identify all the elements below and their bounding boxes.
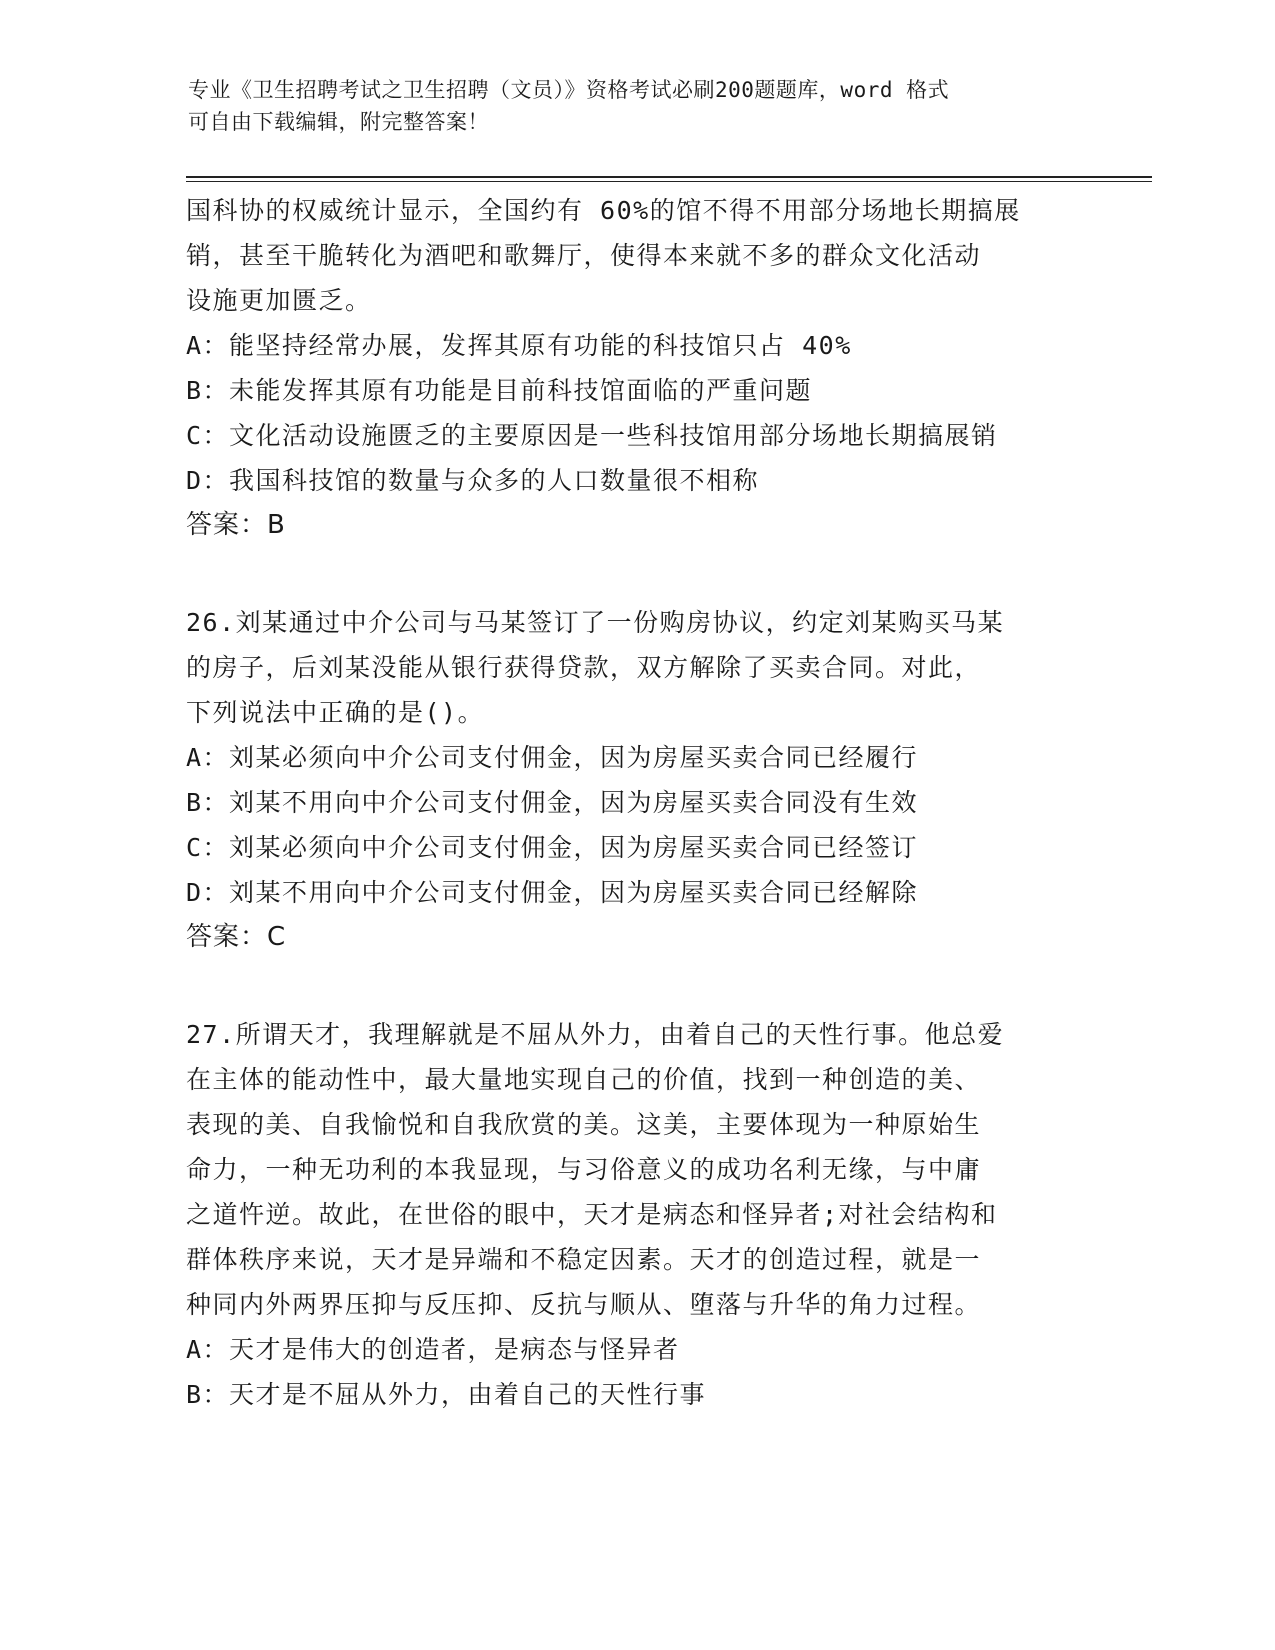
header-line-1: 专业《卫生招聘考试之卫生招聘（文员）》资格考试必刷200题题库，word 格式 — [188, 78, 950, 102]
question-26 — [186, 600, 1106, 960]
question-stem-line: 销，甚至干脆转化为酒吧和歌舞厅，使得本来就不多的群众文化活动 — [186, 241, 982, 270]
option-c: C：刘某必须向中介公司支付佣金，因为房屋买卖合同已经签订 — [186, 833, 919, 862]
question-stem-line: 表现的美、自我愉悦和自我欣赏的美。这美，主要体现为一种原始生 — [186, 1110, 982, 1139]
option-c: C：文化活动设施匮乏的主要原因是一些科技馆用部分场地长期搞展销 — [186, 421, 998, 450]
question-content — [186, 188, 1106, 1417]
option-b: B：未能发挥其原有功能是目前科技馆面临的严重问题 — [186, 376, 813, 405]
question-stem-line: 种同内外两界压抑与反压抑、反抗与顺从、堕落与升华的角力过程。 — [186, 1290, 982, 1319]
answer: 答案：C — [186, 922, 287, 952]
option-d: D：刘某不用向中介公司支付佣金，因为房屋买卖合同已经解除 — [186, 878, 919, 907]
option-b: B：天才是不屈从外力，由着自己的天性行事 — [186, 1380, 707, 1409]
question-stem-line: 国科协的权威统计显示，全国约有 60%的馆不得不用部分场地长期搞展 — [186, 196, 1021, 225]
question-stem-line: 命力，一种无功利的本我显现，与习俗意义的成功名利无缘，与中庸 — [186, 1155, 982, 1184]
option-a: A：能坚持经常办展，发挥其原有功能的科技馆只占 40% — [186, 331, 852, 360]
question-stem-line: 的房子，后刘某没能从银行获得贷款，双方解除了买卖合同。对此， — [186, 653, 982, 682]
option-b: B：刘某不用向中介公司支付佣金，因为房屋买卖合同没有生效 — [186, 788, 919, 817]
header-line-2: 可自由下载编辑，附完整答案！ — [188, 110, 489, 134]
question-stem-line: 下列说法中正确的是()。 — [186, 698, 485, 727]
question-stem-line: 27.所谓天才，我理解就是不屈从外力，由着自己的天性行事。他总爱 — [186, 1020, 1005, 1049]
question-27 — [186, 1012, 1106, 1417]
header-divider-thin — [186, 181, 1152, 182]
option-d: D：我国科技馆的数量与众多的人口数量很不相称 — [186, 466, 760, 495]
question-stem-line: 群体秩序来说，天才是异端和不稳定因素。天才的创造过程，就是一 — [186, 1245, 982, 1274]
option-a: A：天才是伟大的创造者，是病态与怪异者 — [186, 1335, 680, 1364]
question-stem-line: 设施更加匮乏。 — [186, 286, 372, 315]
question-stem-line: 26.刘某通过中介公司与马某签订了一份购房协议，约定刘某购买马某 — [186, 608, 1005, 637]
option-a: A：刘某必须向中介公司支付佣金，因为房屋买卖合同已经履行 — [186, 743, 919, 772]
answer: 答案：B — [186, 510, 286, 540]
document-header — [188, 74, 1088, 138]
question-25 — [186, 188, 1106, 548]
question-stem-line: 之道忤逆。故此，在世俗的眼中，天才是病态和怪异者;对社会结构和 — [186, 1200, 998, 1229]
header-divider-thick — [186, 176, 1152, 178]
question-stem-line: 在主体的能动性中，最大量地实现自己的价值，找到一种创造的美、 — [186, 1065, 982, 1094]
